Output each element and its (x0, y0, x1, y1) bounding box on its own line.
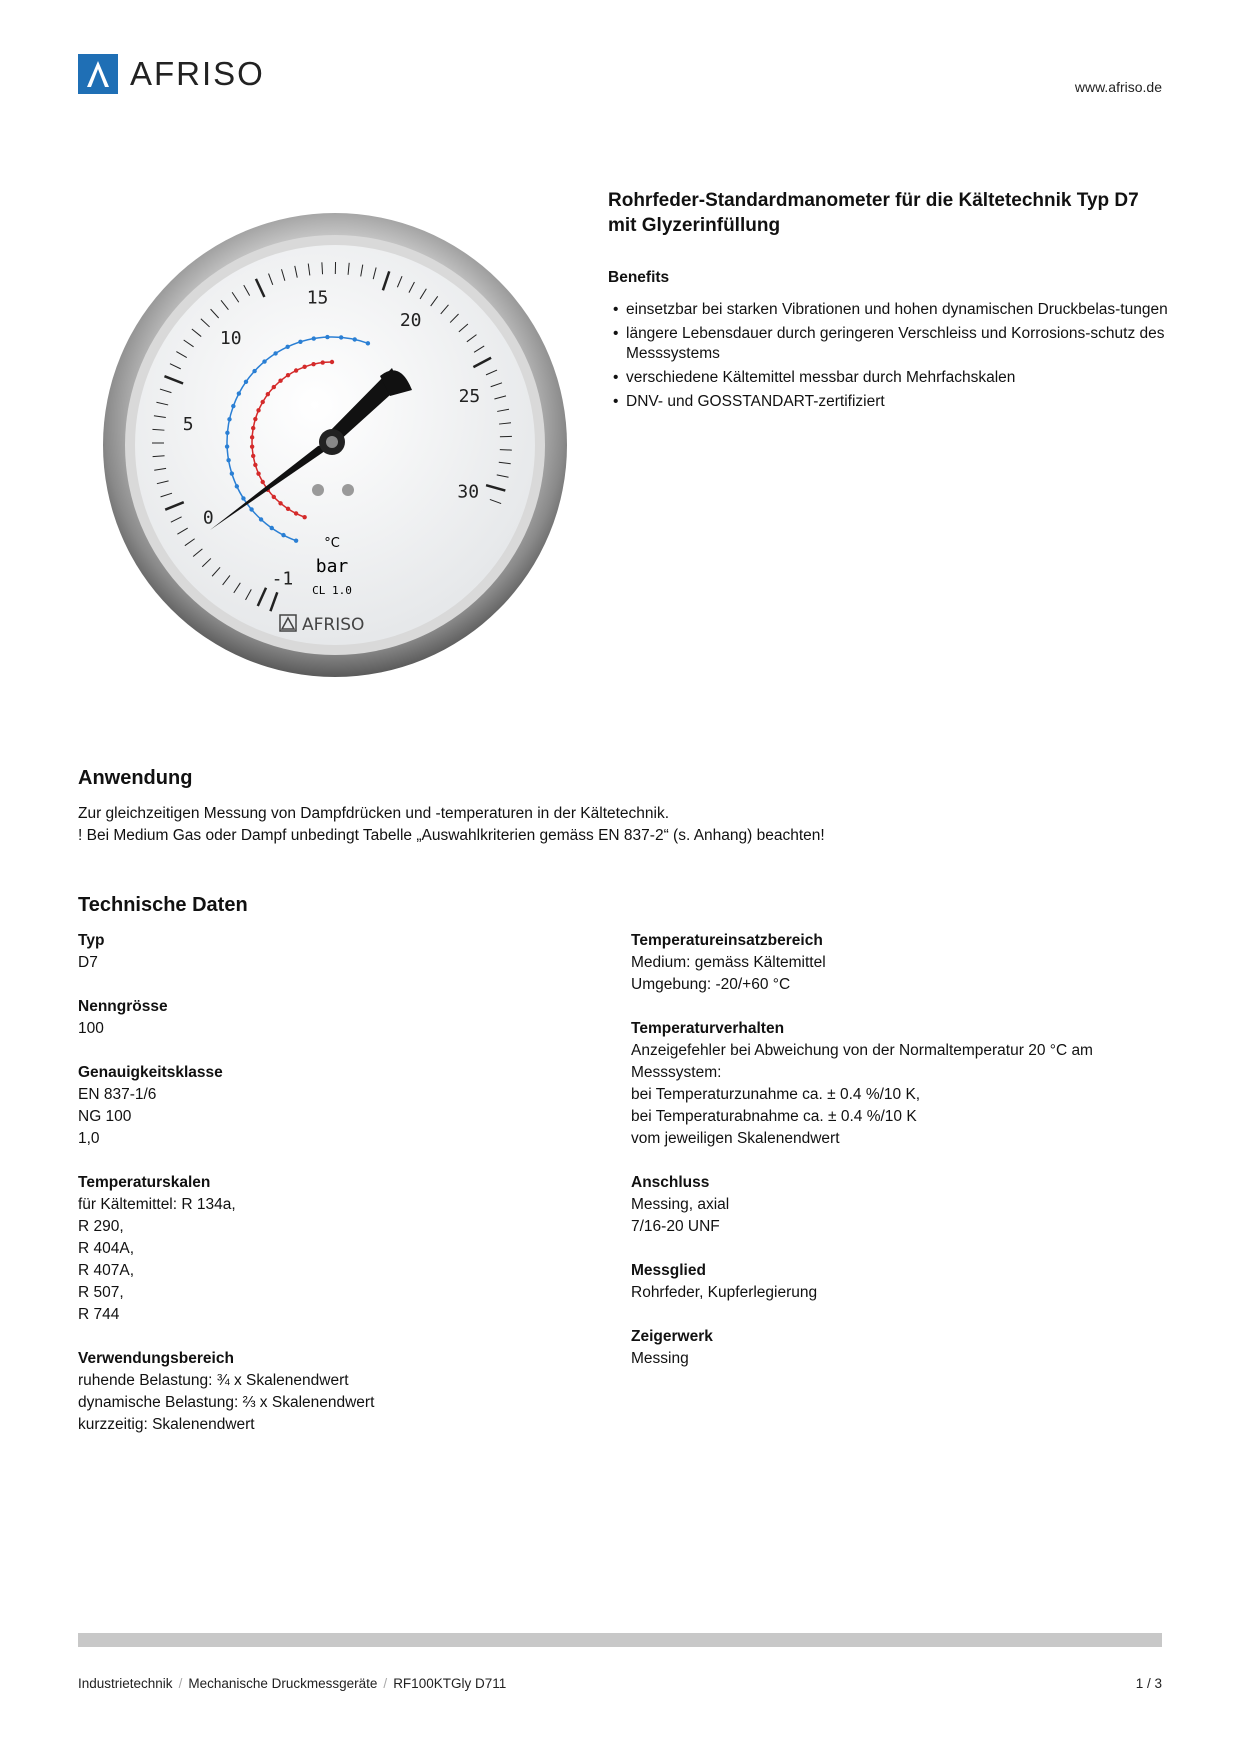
benefit-item: • einsetzbar bei starken Vibrationen und hohen dynamischen Druckbelas-tungen (613, 301, 1168, 318)
afriso-logo (78, 54, 265, 94)
gauge-pressure-label: 10 (219, 328, 242, 350)
field-genauigkeitsklasse: Genauigkeitsklasse EN 837-1/6 NG 100 1,0 (78, 1064, 223, 1147)
field-temperaturverhalten: Temperaturverhalten Anzeigefehler bei Abweichung von der Normaltemperatur 20 °C am Messsystem: bei Temperaturzunahme ca. ± 0.4 %/10 K, bei Temperaturabnahme ca. ± 0.4 %/10 K vom jeweiligen Skalenendwert (631, 1020, 1093, 1147)
page-number: 1 / 3 (1135, 1676, 1162, 1691)
breadcrumb-item[interactable]: Mechanische Druckmessgeräte (188, 1676, 378, 1691)
site-url[interactable]: www.afriso.de (1074, 79, 1162, 95)
gauge-scale-dot (330, 360, 334, 364)
field-verwendungsbereich: Verwendungsbereich ruhende Belastung: ¾ x Skalenendwert dynamische Belastung: ⅔ x Skalenendwert kurzzeitig: Skalenendwert (78, 1350, 375, 1433)
benefit-item: • verschiedene Kältemittel messbar durch Mehrfachskalen (613, 369, 1016, 386)
breadcrumb-separator: / (383, 1676, 388, 1691)
benefits-heading: Benefits (608, 269, 670, 286)
gauge-scale-dot (298, 340, 302, 344)
gauge-scale-dot (230, 471, 234, 475)
gauge-scale-dot (302, 365, 306, 369)
gauge-scale-dot (261, 400, 265, 404)
gauge-unit-temp: °C (324, 536, 340, 551)
manometer-product-image (100, 210, 570, 680)
field-temperatureinsatzbereich: Temperatureinsatzbereich Medium: gemäss Kältemittel Umgebung: -20/+60 °C (631, 932, 826, 993)
gauge-scale-dot (286, 373, 290, 377)
gauge-scale-dot (231, 404, 235, 408)
tech-data-right-column (631, 930, 1151, 1392)
gauge-pressure-label: 20 (399, 310, 422, 332)
field-nenngroesse: Nenngrösse 100 (78, 998, 168, 1037)
gauge-scale-dot (226, 458, 230, 462)
bullet-icon: • (613, 393, 619, 410)
gauge-scale-dot (256, 408, 260, 412)
gauge-scale-dot (339, 335, 343, 339)
bullet-icon: • (613, 301, 619, 318)
gauge-scale-dot (366, 341, 370, 345)
field-zeigerwerk: Zeigerwerk Messing (631, 1328, 713, 1367)
benefit-item: • längere Lebensdauer durch geringeren Verschleiss und Korrosions-schutz des Messsystems (613, 325, 1165, 362)
bullet-icon: • (613, 369, 619, 386)
logo-text: AFRISO (130, 55, 265, 92)
gauge-scale-dot (251, 426, 255, 430)
gauge-scale-dot (235, 484, 239, 488)
breadcrumb-item: RF100KTGly D711 (393, 1676, 507, 1691)
svg-text:AFRISO: AFRISO (302, 615, 365, 635)
gauge-tick (322, 262, 323, 274)
afriso-logo-mark-icon (78, 54, 118, 94)
gauge-scale-dot (225, 444, 229, 448)
gauge-scale-dot (278, 379, 282, 383)
footer-breadcrumb (78, 1676, 506, 1691)
benefits-list (608, 300, 1168, 416)
gauge-scale-dot (302, 515, 306, 519)
field-messglied: Messglied Rohrfeder, Kupferlegierung (631, 1262, 818, 1301)
gauge-scale-dot (294, 538, 298, 542)
gauge-scale-dot (285, 345, 289, 349)
gauge-scale-dot (237, 391, 241, 395)
gauge-scale-dot (251, 454, 255, 458)
breadcrumb-separator: / (178, 1676, 183, 1691)
gauge-scale-dot (249, 507, 253, 511)
gauge-pressure-label: 25 (458, 385, 481, 407)
gauge-scale-dot (278, 501, 282, 505)
gauge-unit-pressure: bar (315, 556, 349, 577)
gauge-pressure-label: -1 (271, 568, 294, 590)
anwendung-heading: Anwendung (78, 767, 193, 789)
gauge-accuracy-class: CL 1.0 (312, 584, 352, 597)
gauge-scale-dot (266, 392, 270, 396)
gauge-scale-dot (259, 517, 263, 521)
gauge-scale-dot (311, 362, 315, 366)
gauge-scale-dot (281, 533, 285, 537)
gauge-scale-dot (261, 480, 265, 484)
anwendung-text: Zur gleichzeitigen Messung von Dampfdrücken und -temperaturen in der Kältetechnik. ! Bei Medium Gas oder Dampf unbedingt Tabelle „Auswahlkriterien gemäss EN 837-2“ (s. Anhang) beachten! (78, 805, 825, 844)
gauge-pressure-label: 0 (202, 507, 214, 529)
gauge-tick (500, 450, 512, 451)
gauge-scale-dot (273, 351, 277, 355)
gauge-scale-dot (225, 431, 229, 435)
gauge-pressure-label: 30 (457, 481, 480, 503)
gauge-scale-dot (241, 496, 245, 500)
gauge-scale-dot (256, 471, 260, 475)
gauge-scale-dot (244, 380, 248, 384)
product-title: Rohrfeder-Standardmanometer für die Kältetechnik Typ D7 mit Glyzerinfüllung (608, 190, 1139, 236)
breadcrumb-item[interactable]: Industrietechnik (78, 1676, 173, 1691)
technische-daten-heading: Technische Daten (78, 894, 248, 916)
gauge-scale-dot (253, 417, 257, 421)
benefit-item: • DNV- und GOSSTANDART-zertifiziert (613, 393, 885, 410)
gauge-scale-dot (325, 335, 329, 339)
gauge-scale-dot (312, 336, 316, 340)
gauge-scale-dot (321, 360, 325, 364)
gauge-scale-dot (250, 444, 254, 448)
field-anschluss: Anschluss Messing, axial 7/16-20 UNF (631, 1174, 730, 1235)
gauge-scale-dot (272, 385, 276, 389)
gauge-scale-dot (227, 417, 231, 421)
gauge-scale-dot (294, 368, 298, 372)
gauge-scale-dot (250, 435, 254, 439)
gauge-pressure-label: 15 (306, 287, 329, 309)
bullet-icon: • (613, 325, 619, 342)
gauge-scale-dot (272, 495, 276, 499)
gauge-scale-dot (270, 526, 274, 530)
footer-divider (78, 1633, 1162, 1647)
gauge-scale-dot (294, 511, 298, 515)
gauge-scale-dot (252, 369, 256, 373)
gauge-pressure-label: 5 (182, 413, 194, 435)
gauge-scale-dot (286, 507, 290, 511)
gauge-scale-dot (262, 359, 266, 363)
tech-data-left-column (78, 930, 598, 1458)
field-temperaturskalen: Temperaturskalen für Kältemittel: R 134a, R 290, R 404A, R 407A, R 507, R 744 (78, 1174, 236, 1323)
gauge-scale-dot (253, 463, 257, 467)
gauge-scale-dot (353, 337, 357, 341)
field-typ: Typ D7 (78, 932, 105, 971)
